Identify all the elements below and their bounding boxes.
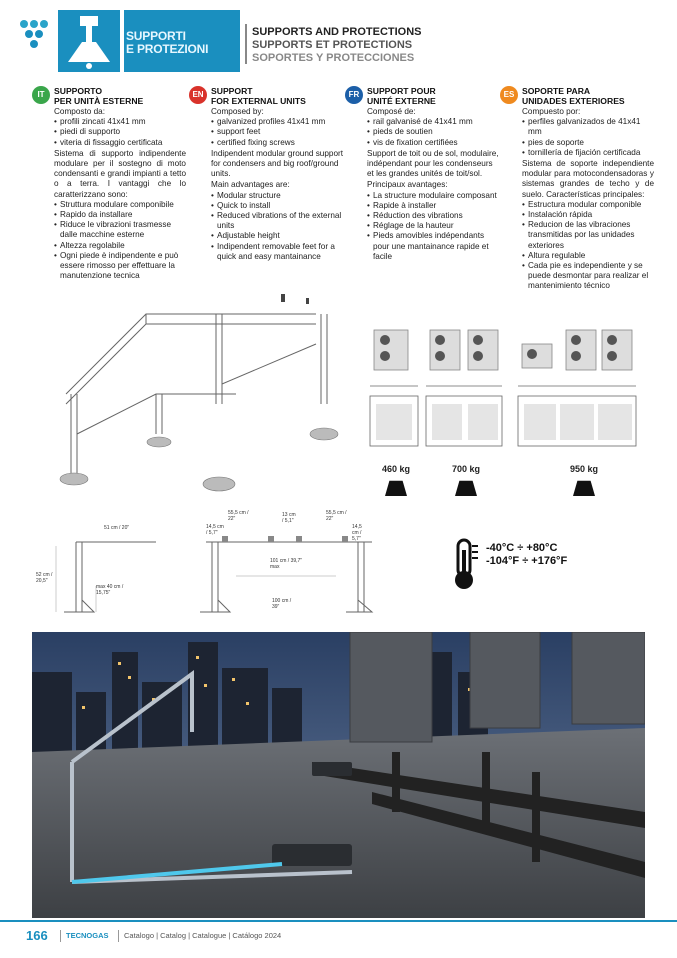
weight-icon [573, 478, 595, 496]
footer-rule [0, 920, 677, 922]
advantages-label: Main advantages are: [211, 180, 290, 190]
dimension-label: max 40 cm / 15,75" [96, 584, 124, 596]
column-fr [348, 86, 499, 262]
load-label: 700 kg [451, 464, 481, 474]
list-item: • tornillería de fijación certificada [522, 148, 654, 158]
column-es [503, 86, 654, 292]
weight-icon [385, 478, 407, 496]
advantages-list [211, 191, 343, 262]
temperature-celsius: -40°C ÷ +80°C [486, 542, 558, 554]
description: Support de toit ou de sol, modulaire, indépendant pour les condenseurs et les grandes unités de toit/sol. [367, 148, 499, 179]
description: Indipendent modular ground support for condensers and big roof/ground units. [211, 148, 344, 179]
advantages-list [522, 200, 654, 292]
section-title [124, 10, 240, 72]
list-item: • La structure modulaire composant [367, 191, 499, 201]
column-en [192, 86, 344, 262]
list-item: • Réglage de la hauteur [367, 221, 499, 231]
list-item: • galvanized profiles 41x41 mm [211, 117, 343, 127]
dimension-label: 101 cm / 39,7" max [270, 558, 303, 570]
composed-label: Compuesto por: [522, 107, 581, 116]
load-460 [376, 464, 416, 496]
list-item: • Adjustable height [211, 231, 343, 241]
advantages-list [54, 200, 186, 282]
composed-label: Composto da: [54, 107, 105, 116]
unit-layout-diagrams [362, 326, 642, 456]
language-badge-it: IT [32, 86, 50, 104]
list-item: • viteria di fissaggio certificata [54, 138, 186, 148]
dimension-label: 51 cm / 20" [104, 525, 130, 531]
list-item: • Cada pie es independiente y se puede desmontar para realizar el mantenimiento técnico [522, 261, 654, 292]
list-item: • Ogni piede è indipendente e può essere rimosso per effettuare la manutenzione tecnica [54, 251, 186, 282]
list-item: • Pieds amovibles indépendants pour une mantainance rapide et facile [367, 231, 499, 262]
column-heading: SUPPORTO PER UNITÀ ESTERNE [54, 86, 144, 106]
components-list [367, 117, 499, 148]
list-item: • certified fixing screws [211, 138, 343, 148]
list-item: • Reduced vibrations of the external units [211, 211, 343, 231]
composed-label: Composé de: [367, 107, 416, 116]
brand-logo [14, 14, 54, 54]
list-item: • support feet [211, 127, 343, 137]
list-item: • Indipendent removable feet for a quick and easy mantainance [211, 242, 343, 262]
description: Sistema de soporte independiente modular para motocondensadoras y sistemas grandes de techo y de suelo. Características principales: [522, 159, 654, 199]
dimension-label: 14,5 cm / 5,7" [352, 524, 362, 542]
isometric-support-drawing [36, 284, 346, 494]
list-item: • Struttura modulare componibile [54, 200, 186, 210]
advantages-label: Principaux avantages: [367, 180, 448, 190]
column-heading: SOPORTE PARA UNIDADES EXTERIORES [522, 86, 625, 106]
list-item: • pieds de soutien [367, 127, 499, 137]
title-fr: SUPPORTS ET PROTECTIONS [252, 39, 413, 51]
footer-catalog: Catalogo | Catalog | Catalogue | Catálogo 2024 [124, 931, 282, 940]
list-item: • Modular structure [211, 191, 343, 201]
column-it [37, 86, 186, 281]
components-list [54, 117, 186, 148]
supports-section-icon [58, 10, 120, 72]
rooftop-installation-photo [32, 632, 645, 918]
dimension-label: 55,5 cm / 22" [326, 510, 347, 522]
dimension-label: 14,5 cm / 5,7" [206, 524, 224, 536]
list-item: • Altura regulable [522, 251, 654, 261]
load-label: 460 kg [381, 464, 411, 474]
title-en: SUPPORTS AND PROTECTIONS [252, 26, 422, 38]
temperature-range [486, 542, 567, 568]
title-es: SOPORTES Y PROTECCIONES [252, 52, 415, 64]
list-item: • Estructura modular componible [522, 200, 654, 210]
list-item: • Quick to install [211, 201, 343, 211]
footer-separator [60, 930, 61, 942]
page-number: 166 [26, 928, 48, 943]
load-700 [446, 464, 486, 496]
list-item: • rail galvanisé de 41x41 mm [367, 117, 499, 127]
header-divider [245, 24, 247, 64]
language-badge-es: ES [500, 86, 518, 104]
advantages-list [367, 191, 499, 262]
list-item: • Altezza regolabile [54, 241, 186, 251]
language-badge-en: EN [189, 86, 207, 104]
column-heading: SUPPORT POUR UNITÉ EXTERNE [367, 86, 436, 106]
section-title-line2: E PROTEZIONI [126, 42, 209, 56]
dimension-label: 52 cm / 20,5" [36, 572, 53, 584]
components-list [522, 117, 654, 158]
components-list [211, 117, 343, 148]
weight-icon [455, 478, 477, 496]
list-item: • Réduction des vibrations [367, 211, 499, 221]
composed-label: Composed by: [211, 107, 264, 116]
thermometer-icon [450, 538, 480, 590]
list-item: • Rapide à installer [367, 201, 499, 211]
list-item: • vis de fixation certifiées [367, 138, 499, 148]
multilingual-title [252, 26, 422, 65]
load-label: 950 kg [569, 464, 599, 474]
column-heading: SUPPORT FOR EXTERNAL UNITS [211, 86, 306, 106]
dimension-label: 55,5 cm / 22" [228, 510, 249, 522]
list-item: • profili zincati 41x41 mm [54, 117, 186, 127]
section-title-line1: SUPPORTI [126, 29, 186, 43]
list-item: • perfiles galvanizados de 41x41 mm [522, 117, 654, 137]
list-item: • Reducion de las vibraciones transmitidas por las unidades exteriores [522, 220, 654, 251]
temperature-fahrenheit: -104°F ÷ +176°F [486, 555, 568, 567]
list-item: • Riduce le vibrazioni trasmesse dalle macchine esterne [54, 220, 186, 240]
list-item: • piedi di supporto [54, 127, 186, 137]
description: Sistema di supporto indipendente modulare per il sostegno di moto condensanti e grandi impianti a tetto o a terra. I vantaggi che lo caratterizzano sono: [54, 148, 186, 199]
language-badge-fr: FR [345, 86, 363, 104]
load-950 [564, 464, 604, 496]
list-item: • pies de soporte [522, 138, 654, 148]
footer-brand: TECNOGAS [66, 931, 109, 940]
dimension-label: 100 cm / 39" [272, 598, 292, 610]
dimension-label: 13 cm / 5,1" [282, 512, 296, 524]
list-item: • Instalación rápida [522, 210, 654, 220]
footer-separator [118, 930, 119, 942]
list-item: • Rapido da installare [54, 210, 186, 220]
